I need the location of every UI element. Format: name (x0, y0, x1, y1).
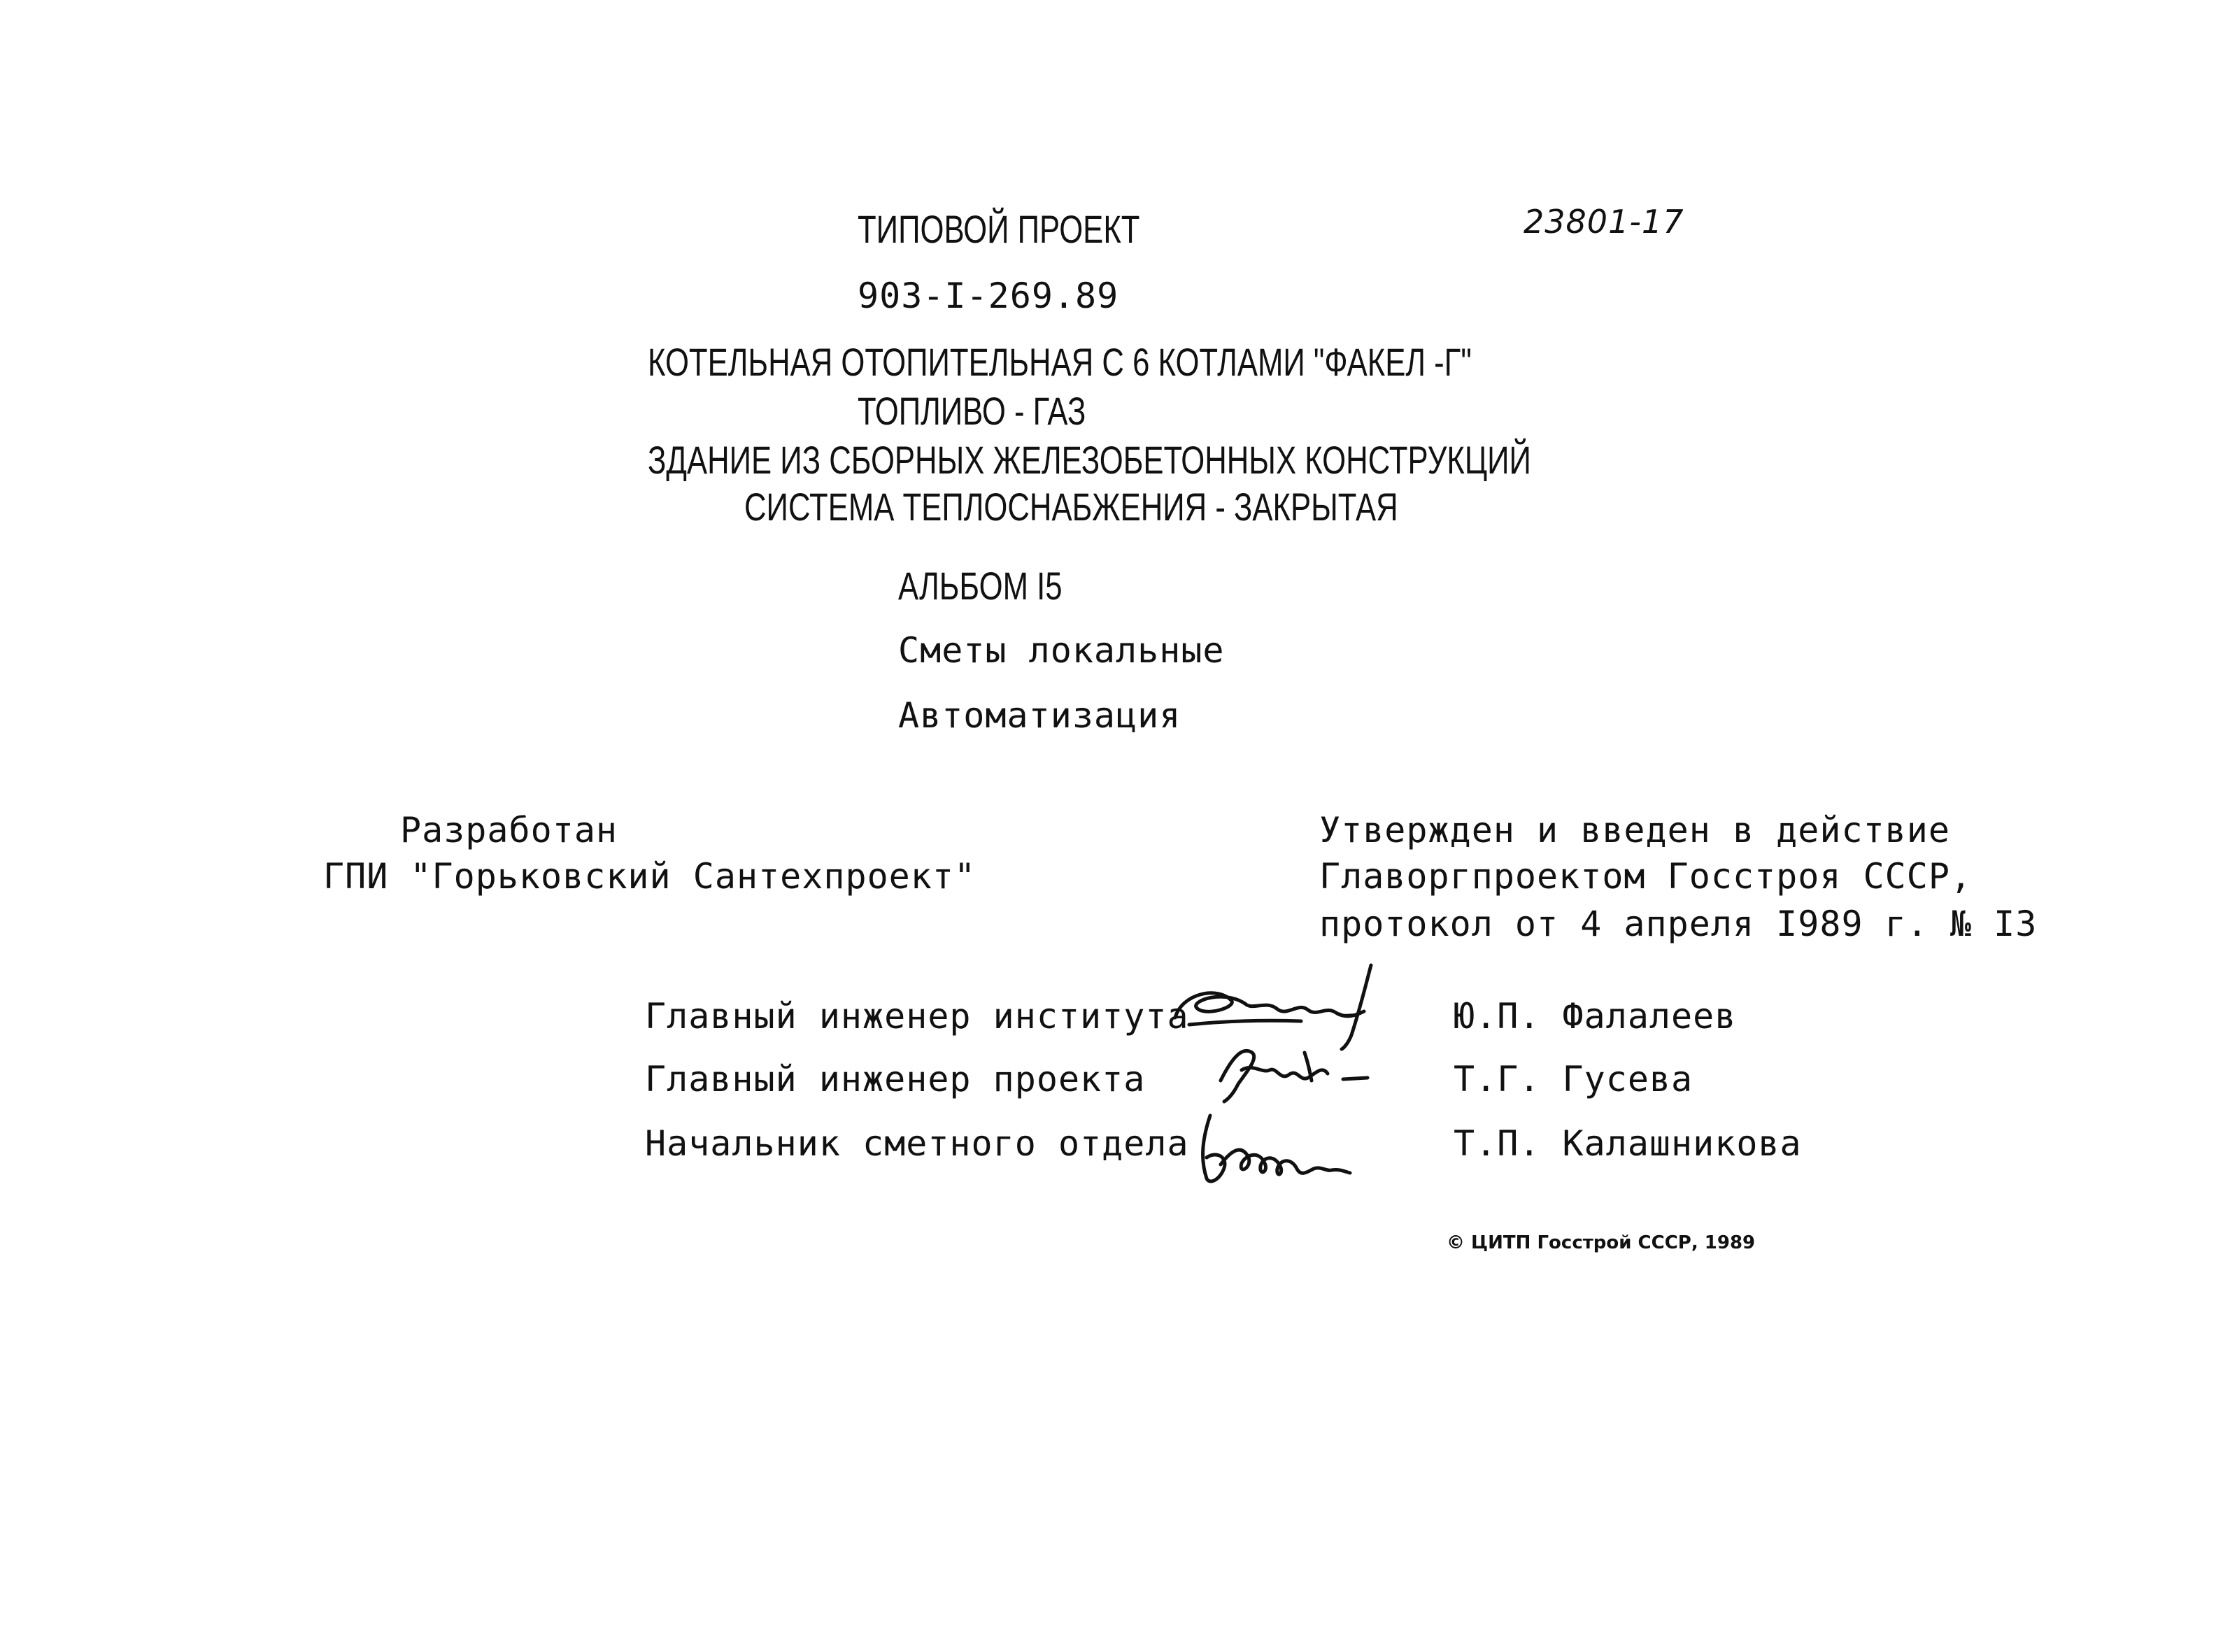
approval-line-2: Главоргпроектом Госстроя СССР, (1319, 856, 1973, 897)
title-line-4: СИСТЕМА ТЕПЛОСНАБЖЕНИЯ - ЗАКРЫТАЯ (744, 485, 1398, 529)
title-line-2: ТОПЛИВО - ГАЗ (858, 389, 1086, 433)
signatory-name-1: Ю.П. Фалалеев (1454, 996, 1737, 1037)
developer-label: Разработан (400, 810, 618, 850)
signature-2 (1210, 1032, 1385, 1109)
title-line-3: ЗДАНИЕ ИЗ СБОРНЫХ ЖЕЛЕЗОБЕТОННЫХ КОНСТРУКЦИЙ (648, 438, 1531, 482)
signatory-name-2: Т.Г. Гусева (1454, 1059, 1693, 1099)
signatory-position-1: Главный инженер института (645, 996, 1189, 1037)
approval-line-3: протокол от 4 апреля I989 г. № I3 (1319, 904, 2038, 944)
approval-line-1: Утвержден и введен в действие (1319, 810, 1950, 850)
project-type: ТИПОВОЙ ПРОЕКТ (858, 207, 1140, 251)
developer-organization: ГПИ "Горьковский Сантехпроект" (323, 856, 976, 897)
project-number: 903-I-269.89 (858, 276, 1119, 316)
signatory-position-2: Главный инженер проекта (645, 1059, 1146, 1099)
copyright-notice: © ЦИТП Госстрой СССР, 1989 (1447, 1232, 1756, 1253)
inventory-code: 23801-17 (1524, 203, 1684, 241)
title-line-1: КОТЕЛЬНАЯ ОТОПИТЕЛЬНАЯ С 6 КОТЛАМИ "ФАКЕЛ -Г" (648, 340, 1472, 384)
album-section: Автоматизация (898, 695, 1181, 736)
signature-3 (1182, 1102, 1364, 1206)
album-subtitle: Сметы локальные (898, 630, 1225, 671)
signatory-position-3: Начальник сметного отдела (645, 1123, 1189, 1164)
album-label: АЛЬБОМ I5 (898, 564, 1063, 608)
signatory-name-3: Т.П. Калашникова (1454, 1123, 1802, 1164)
